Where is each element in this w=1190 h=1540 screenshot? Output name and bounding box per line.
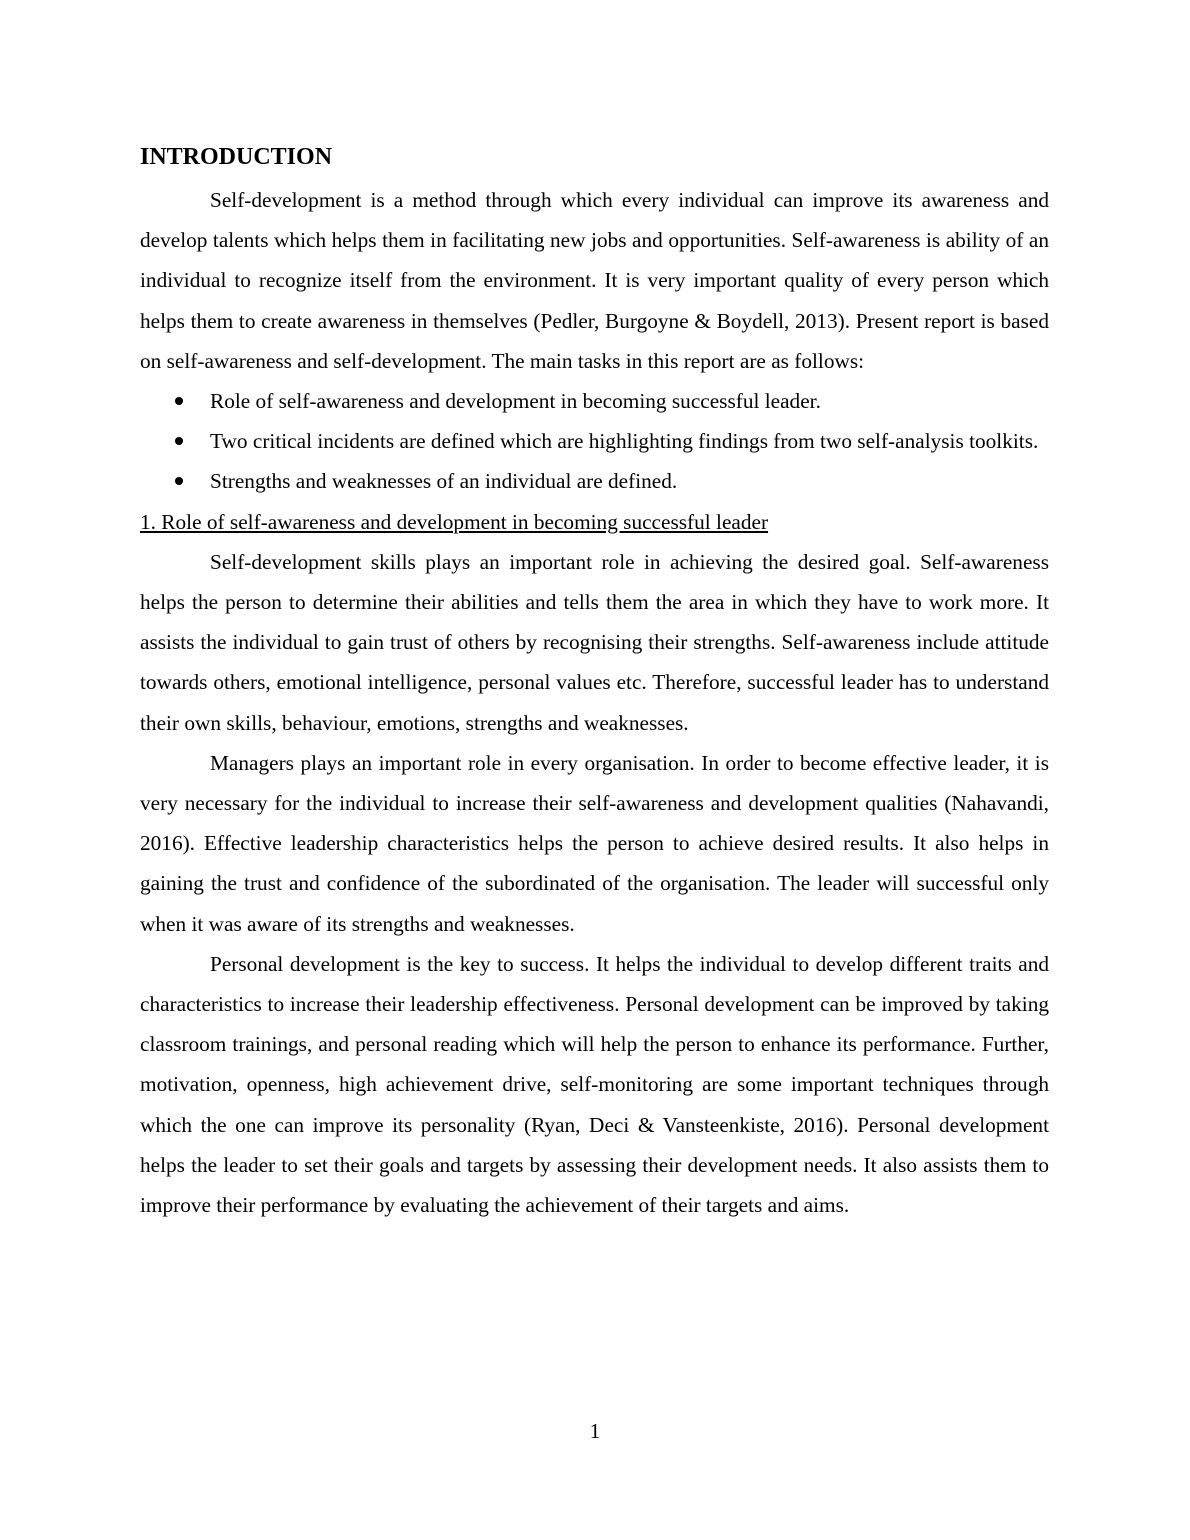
- bullet-icon: [175, 437, 183, 445]
- body-paragraph: Managers plays an important role in every organisation. In order to become effective leader, it is very necessary for the individual to increase their self-awareness and development qualities (Nahavandi, 2016). Effective leadership characteristics helps the person to achieve desired results. It also helps in gaining the trust and confidence of the subordinated of the organisation. The leader will successful only when it was aware of its strengths and weaknesses.: [140, 750, 1049, 936]
- list-item: [140, 461, 1049, 501]
- list-item-text: Two critical incidents are defined which are highlighting findings from two self-analysis toolkits.: [210, 429, 1039, 454]
- list-item: [140, 421, 1049, 461]
- bullet-icon: [175, 397, 183, 405]
- bullet-icon: [175, 477, 183, 485]
- intro-paragraph: Self-development is a method through which every individual can improve its awareness and develop talents which helps them in facilitating new jobs and opportunities. Self-awareness is ability of an individual to recognize itself from the environment. It is very important quality of every person which helps them to create awareness in themselves (Pedler, Burgoyne & Boydell, 2013). Present report is based on self-awareness and self-development. The main tasks in this report are as follows:: [140, 188, 1049, 373]
- list-item-text: Strengths and weaknesses of an individual are defined.: [210, 469, 678, 494]
- body-paragraph: Personal development is the key to success. It helps the individual to develop different traits and characteristics to increase their leadership effectiveness. Personal development can be improved by taking classroom trainings, and personal reading which will help the person to enhance its performance. Further, motivation, openness, high achievement drive, self-monitoring are some important techniques through which the one can improve its personality (Ryan, Deci & Vansteenkiste, 2016). Personal development helps the leader to set their goals and targets by assessing their development needs. It also assists them to improve their performance by evaluating the achievement of their targets and aims.: [140, 951, 1049, 1218]
- list-item: [140, 381, 1049, 421]
- page-title: INTRODUCTION: [140, 144, 333, 170]
- list-item-text: Role of self-awareness and development in becoming successful leader.: [210, 389, 821, 414]
- page-number: 1: [589, 1419, 601, 1443]
- body-paragraph: Self-development skills plays an important role in achieving the desired goal. Self-awareness helps the person to determine their abilities and tells them the area in which they have to work more. It assists the individual to gain trust of others by recognising their strengths. Self-awareness include attitude towards others, emotional intelligence, personal values etc. Therefore, successful leader has to understand their own skills, behaviour, emotions, strengths and weaknesses.: [140, 549, 1049, 735]
- section-heading: 1. Role of self-awareness and development in becoming successful leader: [140, 509, 769, 534]
- document-page: [140, 140, 1049, 1225]
- task-list: [140, 381, 1049, 502]
